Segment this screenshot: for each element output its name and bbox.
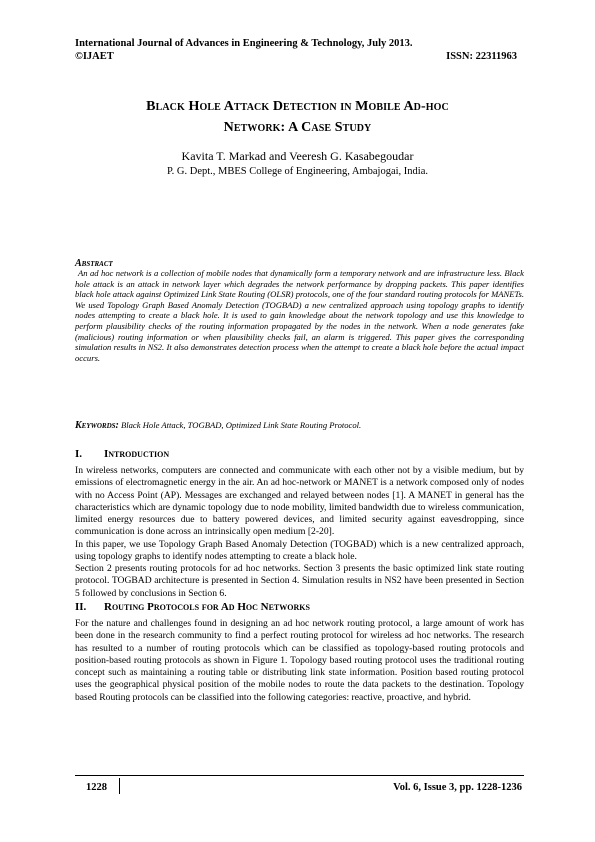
journal-header: International Journal of Advances in Engineering & Technology, July 2013. — [75, 38, 413, 49]
header-second-line — [75, 51, 517, 63]
publisher-mark: ©IJAET — [75, 51, 114, 62]
title-line-2: Network: A Case Study — [223, 120, 372, 135]
abstract-text: An ad hoc network is a collection of mobile nodes that dynamically form a temporary network and are infrastructure less. Black hole attack is an attack in network layer which degrades the network performance by dropping packets. This paper identifies black hole attack against Optimized Link State Routing (OLSR) protocols, one of the four standard routing protocols for MANETs. We used Topology Graph Based Anomaly Detection (TOGBAD) a new centralized approach using topology graphs to identify nodes attempting to create a black hole. It is used to gain knowledge about the network topology and use this knowledge to perform plausibility checks of the routing information propagated by the nodes in the network. When a node generates fake (malicious) routing information or when plausibility checks fail, an alarm is triggered. This paper gives the corresponding simulation results in NS2. It also demonstrates detection process when the attempt to create a black hole before the actual impact occurs. — [75, 268, 524, 363]
keywords — [75, 420, 524, 431]
section-heading-introduction — [75, 448, 169, 461]
title-line-1: Black Hole Attack Detection in Mobile Ad-hoc — [146, 99, 449, 114]
issn: ISSN: 22311963 — [446, 51, 517, 62]
affiliation: P. G. Dept., MBES College of Engineering, Ambajogai, India. — [166, 166, 428, 177]
volume-info: Vol. 6, Issue 3, pp. 1228-1236 — [393, 782, 522, 793]
section-heading-routing-protocols — [75, 601, 310, 614]
section-title: Routing Protocols for Ad Hoc Networks — [104, 601, 310, 613]
section-title: Introduction — [104, 448, 170, 460]
footer-rule — [75, 775, 524, 776]
section-number: I. — [75, 448, 83, 460]
paragraph: In wireless networks, computers are connected and communicate with each other not by a visible medium, but by emissions of electromagnetic energy in the air. An ad hoc-network or MANET is a network composed only of nodes with no Access Point (AP). Messages are exchanged and relayed between nodes [1]. A MANET in general has the characteristics which are dynamic topology due to node mobility, limited bandwidth due to wireless communication, limited energy resources due to battery powered devices, and limited security against eavesdropping, since communication is done across an intrinsically open medium [2-20]. — [75, 465, 524, 538]
footer-divider — [119, 778, 120, 794]
section-number: II. — [75, 601, 87, 613]
routing-protocols-body — [75, 618, 524, 704]
paragraph: Section 2 presents routing protocols for ad hoc networks. Section 3 presents the basic optimized link state routing protocol. TOGBAD architecture is presented in Section 4. Simulation results in NS2 have been presented in Section 5 followed by conclusions in Section 6. — [75, 563, 524, 599]
abstract-heading: Abstract — [75, 258, 113, 269]
keywords-label: Keywords: — [75, 420, 119, 431]
keywords-text: Black Hole Attack, TOGBAD, Optimized Link State Routing Protocol. — [121, 420, 362, 430]
paper-title — [60, 96, 535, 138]
page-number: 1228 — [86, 782, 107, 793]
introduction-body — [75, 465, 524, 600]
abstract-body — [75, 268, 524, 363]
paragraph: For the nature and challenges found in designing an ad hoc network routing protocol, a large amount of work has been done in the research community to find a perfect routing protocol for wireless ad hoc networks. The research has resulted to a number of routing protocols which can be classified as topology-based routing protocols and position-based routing protocols as shown in Figure 1. Topology based routing protocol uses the traditional routing concept such as maintaining a routing table or distributing link state information. Position based routing protocol uses the geographical physical position of the mobile nodes to route the data packets to the destination. Topology based Routing protocols can be classified into the following categories: reactive, proactive, and hybrid. — [75, 618, 524, 703]
authors: Kavita T. Markad and Veeresh G. Kasabegoudar — [181, 149, 414, 163]
paragraph: In this paper, we use Topology Graph Based Anomaly Detection (TOGBAD) which is a new centralized approach, using topology graphs to identify nodes attempting to create a black hole. — [75, 538, 524, 562]
